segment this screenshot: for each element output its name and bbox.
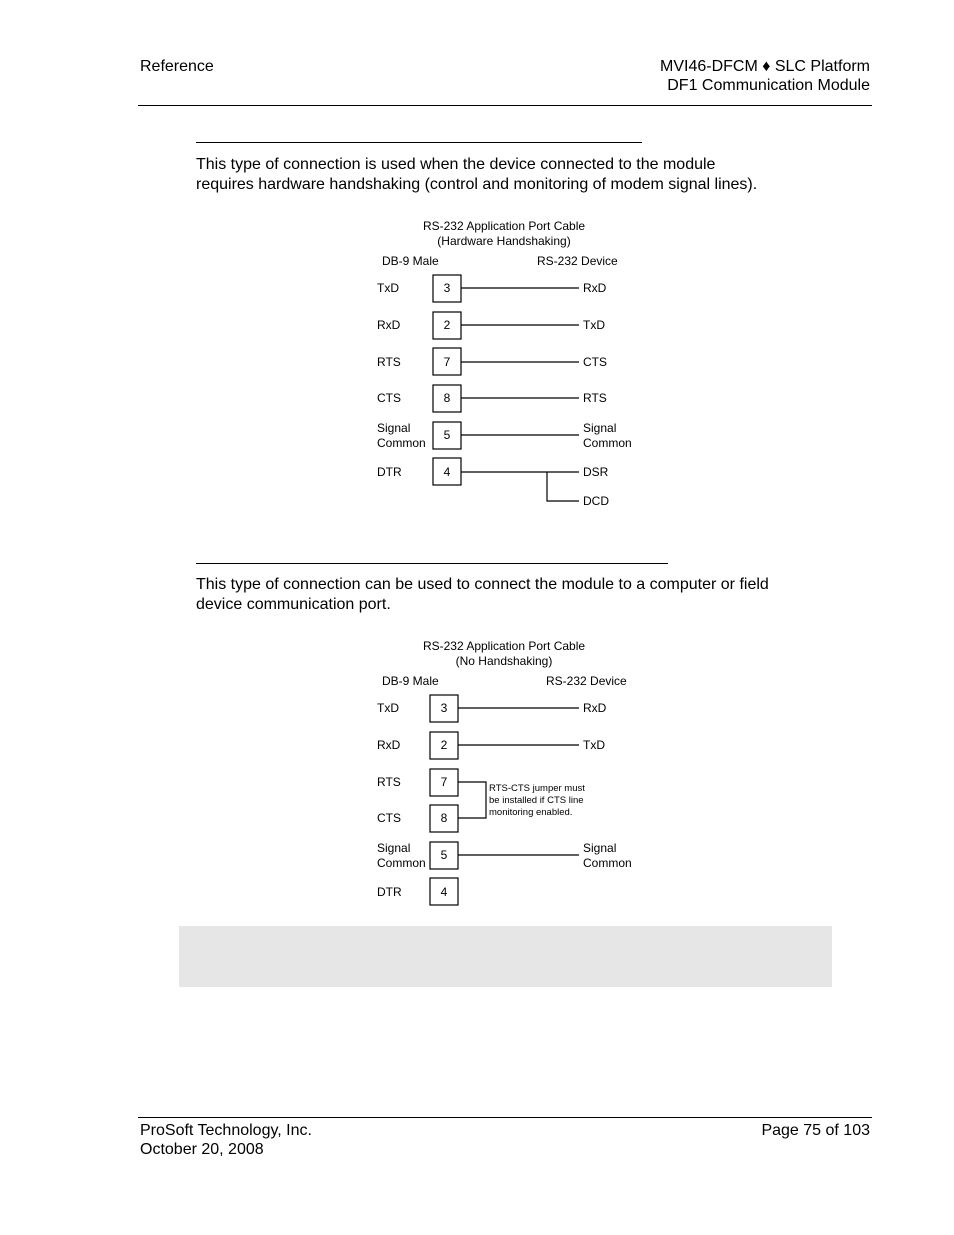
diagram2-title-line1: RS-232 Application Port Cable [422, 639, 586, 653]
diagram1-left-header: DB-9 Male [382, 254, 439, 268]
note-box [179, 926, 832, 987]
diagram1-title-line1: RS-232 Application Port Cable [422, 219, 586, 233]
diagram1-right-signal-line1: Signal [583, 421, 617, 435]
diagram2-right-signal: RxD [583, 701, 607, 715]
diagram2-left-signal-line1: Signal [377, 841, 411, 855]
diagram2-right-header: RS-232 Device [546, 674, 627, 688]
diagram2-left-signal: DTR [377, 885, 402, 899]
diagram1-right-signal: RTS [583, 391, 607, 405]
section2-heading-rule [196, 563, 668, 564]
diagram1-right-signal: CTS [583, 355, 607, 369]
diagram1-pin-number: 3 [443, 281, 451, 295]
diagram1-dcd-branch-wire [547, 472, 579, 501]
diagram2-pin-number: 7 [440, 775, 448, 789]
footer-rule [138, 1117, 872, 1118]
diagram2-left-signal: RxD [377, 738, 401, 752]
diagram1-left-signal: DTR [377, 465, 402, 479]
diagram1-left-signal-line2: Common [377, 436, 426, 450]
diagram1-left-signal: CTS [377, 391, 401, 405]
diagram1-right-signal: DSR [583, 465, 609, 479]
section1-paragraph-line1: This type of connection is used when the device connected to the module [196, 156, 716, 173]
diagram1-left-signal: TxD [377, 281, 399, 295]
diagram2-rts-cts-jumper-wire [458, 782, 486, 818]
hardware-handshaking-cable-diagram [360, 210, 650, 515]
diagram2-left-signal: CTS [377, 811, 401, 825]
diagram2-jumper-note-line2: be installed if CTS line [489, 795, 584, 806]
diagram2-left-header: DB-9 Male [382, 674, 439, 688]
section1-heading-rule [196, 142, 642, 143]
diagram1-left-signal: RxD [377, 318, 401, 332]
section2-paragraph-line1: This type of connection can be used to connect the module to a computer or field [196, 576, 769, 593]
diagram1-right-signal-dcd: DCD [583, 494, 609, 508]
diagram1-pin-number: 4 [443, 465, 451, 479]
diagram2-pin-number: 8 [440, 811, 448, 825]
diagram1-left-signal: RTS [377, 355, 401, 369]
footer-page-number: Page 75 of 103 [761, 1122, 870, 1139]
diagram1-left-signal-line1: Signal [377, 421, 411, 435]
footer-date: October 20, 2008 [140, 1141, 264, 1158]
diagram1-pin-number: 5 [443, 428, 451, 442]
diagram2-left-signal: TxD [377, 701, 399, 715]
diagram2-jumper-note-line3: monitoring enabled. [489, 807, 573, 818]
section1-paragraph-line2: requires hardware handshaking (control and monitoring of modem signal lines). [196, 176, 758, 193]
diagram2-title-line2: (No Handshaking) [455, 654, 553, 668]
diagram1-title-line2: (Hardware Handshaking) [437, 234, 571, 248]
header-rule [138, 105, 872, 106]
diagram1-pin-number: 2 [443, 318, 451, 332]
diagram2-right-signal-line1: Signal [583, 841, 617, 855]
section2-paragraph-line2: device communication port. [196, 596, 391, 613]
header-product-title: MVI46-DFCM ♦ SLC Platform [660, 58, 870, 75]
diagram2-jumper-note-line1: RTS-CTS jumper must [489, 783, 585, 794]
diagram2-pin-number: 4 [440, 885, 448, 899]
diagram1-pin-number: 7 [443, 355, 451, 369]
diagram2-right-signal: TxD [583, 738, 605, 752]
diagram1-right-signal-line2: Common [583, 436, 632, 450]
diagram1-right-signal: RxD [583, 281, 607, 295]
diagram2-pin-number: 3 [440, 701, 448, 715]
diagram1-right-header: RS-232 Device [537, 254, 618, 268]
diagram2-pin-number: 2 [440, 738, 448, 752]
header-product-subtitle: DF1 Communication Module [667, 77, 870, 94]
diagram1-pin-number: 8 [443, 391, 451, 405]
diagram2-left-signal: RTS [377, 775, 401, 789]
no-handshaking-cable-diagram [360, 630, 650, 915]
diagram2-left-signal-line2: Common [377, 856, 426, 870]
header-section-label: Reference [140, 58, 214, 75]
diagram2-right-signal-line2: Common [583, 856, 632, 870]
diagram1-right-signal: TxD [583, 318, 605, 332]
footer-company: ProSoft Technology, Inc. [140, 1122, 312, 1139]
diagram2-pin-number: 5 [440, 848, 448, 862]
